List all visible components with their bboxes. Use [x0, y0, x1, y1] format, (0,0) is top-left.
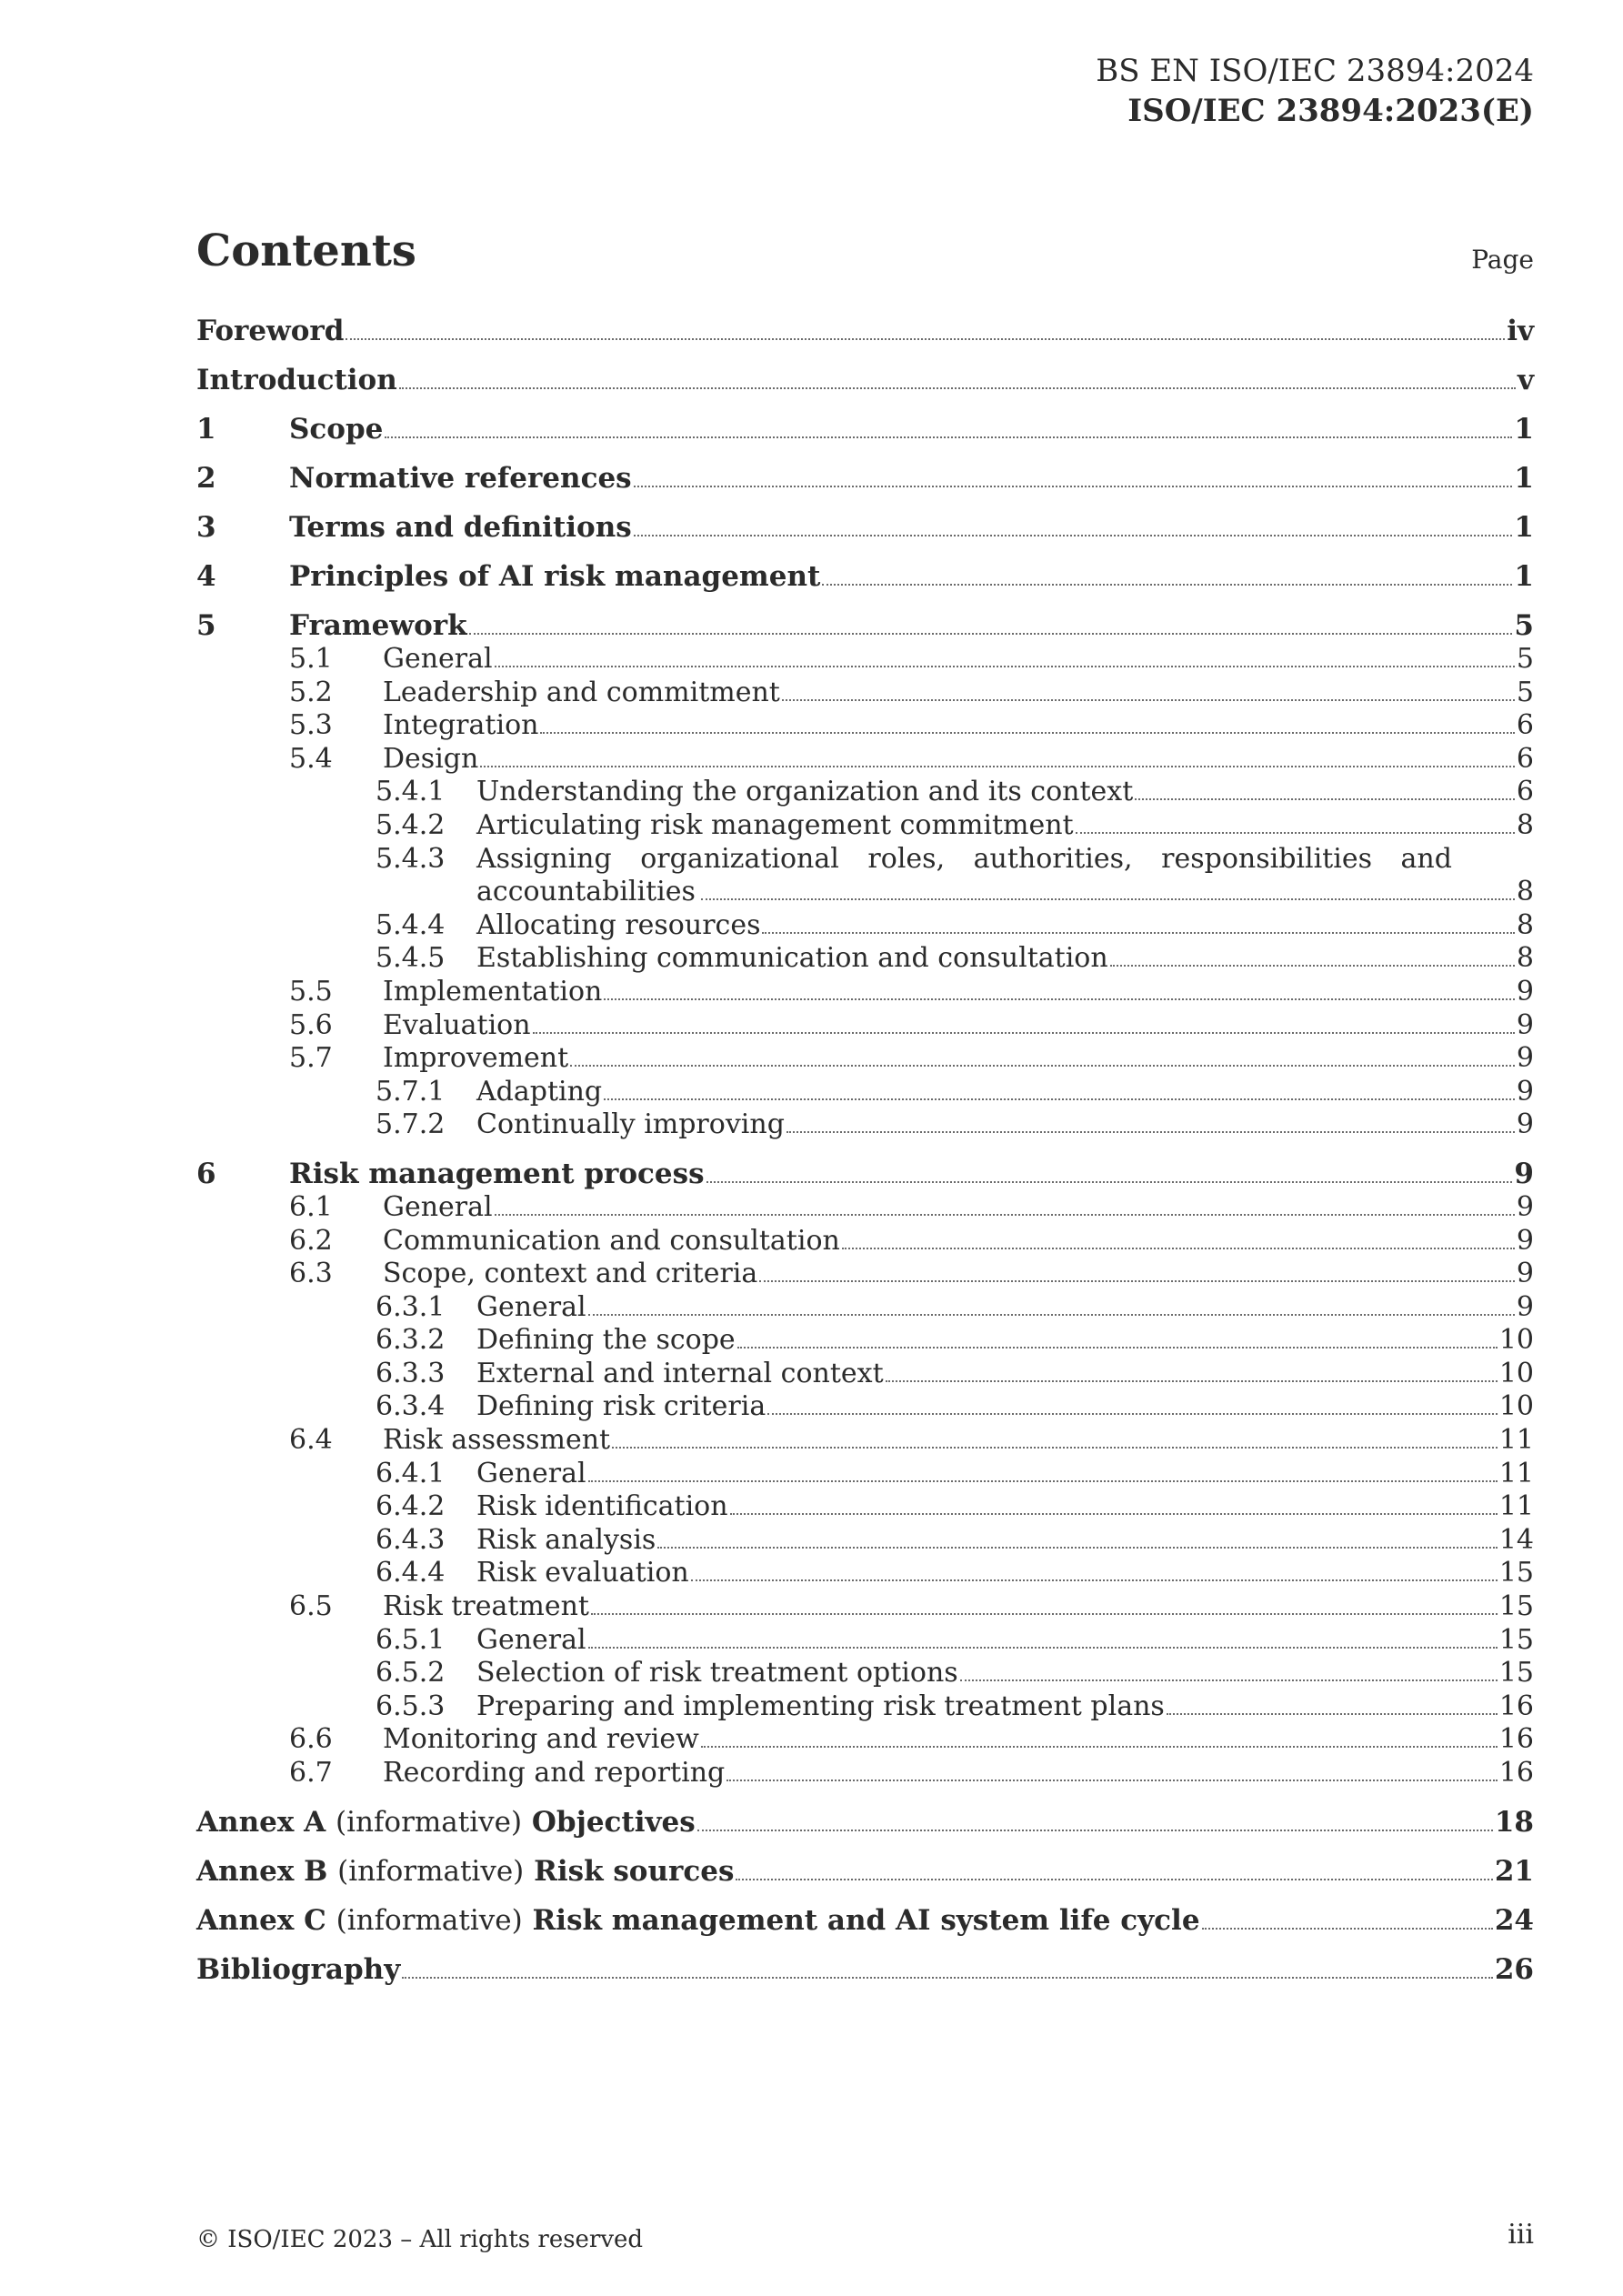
dot-leader	[588, 1647, 1498, 1649]
toc-entry-title: Allocating resources	[476, 908, 761, 941]
toc-entry-5-4[interactable]	[289, 743, 1534, 777]
dot-leader	[588, 1314, 1515, 1316]
toc-entry-number: 6.3	[289, 1258, 333, 1290]
toc-entry-page: 15	[1498, 1623, 1534, 1656]
toc-entry-page: 15	[1498, 1557, 1534, 1589]
toc-entry-number: 6.7	[289, 1757, 333, 1789]
toc-entry-title-continuation: accountabilities	[476, 876, 696, 908]
toc-entry-bibliography[interactable]	[196, 1953, 1534, 1987]
toc-entry-5-7-1[interactable]	[376, 1076, 1534, 1109]
toc-entry-number: 6.5.1	[376, 1623, 446, 1656]
toc-entry-number: 6.4.3	[376, 1523, 446, 1556]
dot-leader	[822, 584, 1512, 586]
toc-entry-title: General	[476, 1457, 586, 1489]
toc-entry-5-4-1[interactable]	[376, 776, 1534, 809]
toc-entry-annex-a[interactable]	[196, 1806, 1534, 1840]
toc-entry-1[interactable]	[196, 413, 1534, 446]
toc-entry-5-4-4[interactable]	[376, 909, 1534, 943]
toc-entry-number: 6.4.4	[376, 1557, 446, 1589]
dot-leader	[634, 535, 1513, 536]
dot-leader	[399, 387, 1516, 389]
annex-title: Risk management and AI system life cycle	[532, 1903, 1200, 1937]
dot-leader	[786, 1131, 1515, 1133]
dot-leader	[691, 1579, 1498, 1581]
toc-entry-page: 9	[1516, 975, 1534, 1008]
dot-leader	[726, 1780, 1498, 1781]
page-number: iii	[1508, 2219, 1534, 2251]
dot-leader	[591, 1613, 1498, 1615]
toc-entry-page: 9	[1516, 1258, 1534, 1290]
title-word: and	[1400, 842, 1452, 875]
copyright-notice: © ISO/IEC 2023 – All rights reserved	[196, 2226, 644, 2253]
toc-entry-title: Communication and consultation	[383, 1224, 840, 1257]
toc-entry-page: 9	[1516, 1224, 1534, 1257]
toc-entry-5-6[interactable]	[289, 1009, 1534, 1043]
toc-entry-5-1[interactable]	[289, 643, 1534, 677]
toc-entry-title: Risk management process	[289, 1157, 705, 1190]
toc-entry-6-5-3[interactable]	[376, 1690, 1534, 1724]
toc-entry-number: 6.5.2	[376, 1657, 446, 1689]
dot-leader	[730, 1513, 1498, 1515]
dot-leader	[736, 1879, 1492, 1880]
toc-entry-number: 6.6	[289, 1723, 333, 1756]
toc-entry-page: 9	[1516, 1008, 1534, 1041]
toc-entry-title	[476, 843, 1452, 877]
toc-entry-page: 16	[1498, 1757, 1534, 1789]
dot-leader	[469, 633, 1513, 635]
toc-entry-page: 5	[1514, 609, 1534, 642]
toc-entry-number: 5.7.1	[376, 1075, 446, 1108]
toc-entry-title: Risk analysis	[476, 1523, 656, 1556]
toc-entry-page: 10	[1498, 1390, 1534, 1423]
toc-entry-page: 9	[1516, 1290, 1534, 1323]
toc-entry-6-3-3[interactable]	[376, 1358, 1534, 1391]
toc-entry-title: Selection of risk treatment options	[476, 1657, 958, 1689]
toc-entry-page: 6	[1516, 742, 1534, 775]
dot-leader	[612, 1447, 1498, 1449]
toc-entry-page: 8	[1516, 908, 1534, 941]
toc-entry-page: 14	[1498, 1523, 1534, 1556]
toc-entry-title: Terms and definitions	[289, 511, 632, 544]
document-header	[1096, 51, 1534, 131]
toc-entry-6-5[interactable]	[289, 1590, 1534, 1624]
standard-designation-iso: ISO/IEC 23894:2023(E)	[1127, 93, 1534, 129]
toc-entry-page: 8	[1516, 942, 1534, 975]
toc-entry-page: 11	[1498, 1490, 1534, 1523]
toc-entry-6[interactable]	[196, 1158, 1534, 1191]
toc-entry-page: 6	[1516, 709, 1534, 742]
toc-entry-page: 10	[1498, 1324, 1534, 1357]
toc-entry-page: 1	[1514, 462, 1534, 495]
standard-designation-bs-en: BS EN ISO/IEC 23894:2024	[1096, 53, 1534, 89]
annex-title: Risk sources	[534, 1854, 735, 1888]
title-word: Assigning	[476, 842, 612, 875]
toc-entry-page: 9	[1516, 1108, 1534, 1141]
annex-note: (informative)	[335, 1805, 523, 1839]
toc-entry-page: 16	[1498, 1723, 1534, 1756]
toc-entry-number: 6.2	[289, 1224, 333, 1257]
dot-leader	[706, 1181, 1513, 1183]
toc-entry-page: 11	[1498, 1457, 1534, 1489]
toc-entry-page: 8	[1516, 876, 1534, 908]
toc-entry-page: 15	[1498, 1590, 1534, 1623]
toc-entry-6-4[interactable]	[289, 1424, 1534, 1458]
title-word: organizational	[640, 842, 839, 875]
dot-leader	[701, 898, 1515, 900]
toc-entry-title	[196, 1855, 734, 1889]
dot-leader	[1202, 1928, 1493, 1930]
toc-entry-title: Introduction	[196, 364, 397, 396]
toc-entry-title: Framework	[289, 609, 467, 642]
toc-entry-title: Preparing and implementing risk treatment plans	[476, 1689, 1165, 1722]
toc-entry-number: 1	[196, 413, 216, 446]
dot-leader	[402, 1977, 1493, 1979]
contents-title: Contents	[196, 226, 416, 276]
toc-entry-number: 5.4.3	[376, 842, 446, 875]
toc-entry-page: 18	[1494, 1805, 1534, 1839]
annex-title: Objectives	[531, 1805, 696, 1839]
toc-entry-6-3-2[interactable]	[376, 1324, 1534, 1358]
dot-leader	[782, 699, 1515, 701]
toc-entry-page: 5	[1516, 676, 1534, 708]
toc-entry-number: 5.6	[289, 1008, 333, 1041]
toc-entry-5-7-2[interactable]	[376, 1108, 1534, 1142]
toc-entry-5[interactable]	[196, 609, 1534, 643]
toc-entry-page: 1	[1514, 413, 1534, 446]
toc-entry-number: 6.1	[289, 1190, 333, 1223]
toc-entry-number: 6.4.1	[376, 1457, 446, 1489]
toc-entry-title: Scope	[289, 413, 384, 446]
toc-entry-title: Integration	[383, 709, 539, 742]
dot-leader	[960, 1679, 1498, 1681]
dot-leader	[533, 1032, 1515, 1034]
toc-entry-6-4-4[interactable]	[376, 1557, 1534, 1590]
title-word: responsibilities	[1161, 842, 1372, 875]
dot-leader	[759, 1280, 1515, 1282]
annex-note: (informative)	[336, 1903, 523, 1937]
toc-entry-title: Scope, context and criteria	[383, 1258, 758, 1290]
toc-entry-page: 26	[1494, 1952, 1534, 1986]
toc-entry-page: 11	[1498, 1424, 1534, 1457]
toc-entry-6-3-1[interactable]	[376, 1291, 1534, 1325]
toc-entry-title: Risk identification	[476, 1490, 728, 1523]
dot-leader	[762, 932, 1514, 934]
dot-leader	[570, 1065, 1515, 1067]
toc-entry-title: Establishing communication and consultation	[476, 942, 1108, 975]
toc-entry-6-3-4[interactable]	[376, 1390, 1534, 1424]
toc-entry-page: 8	[1516, 808, 1534, 841]
table-of-contents	[196, 315, 1534, 1987]
toc-entry-page: 10	[1498, 1357, 1534, 1389]
dot-leader	[604, 998, 1515, 1000]
toc-entry-number: 5.3	[289, 709, 333, 742]
toc-entry-page: iv	[1507, 315, 1534, 347]
toc-entry-5-3[interactable]	[289, 709, 1534, 743]
toc-entry-number: 3	[196, 511, 216, 544]
toc-entry-number: 5	[196, 609, 216, 642]
toc-entry-introduction[interactable]	[196, 364, 1534, 397]
title-word: roles,	[867, 842, 946, 875]
toc-entry-5-5[interactable]	[289, 976, 1534, 1009]
dot-leader	[540, 732, 1514, 734]
dot-leader	[495, 1214, 1515, 1216]
toc-entry-number: 5.4.4	[376, 908, 446, 941]
dot-leader	[346, 338, 1505, 340]
dot-leader	[385, 436, 1512, 438]
toc-entry-number: 6.5.3	[376, 1689, 446, 1722]
toc-entry-title: Articulating risk management commitment	[476, 808, 1074, 841]
toc-entry-page: v	[1517, 364, 1534, 396]
toc-entry-annex-b[interactable]	[196, 1855, 1534, 1889]
toc-entry-title: Implementation	[383, 975, 603, 1008]
toc-entry-number: 6.5	[289, 1590, 333, 1623]
toc-entry-5-2[interactable]	[289, 677, 1534, 710]
dot-leader	[701, 1746, 1498, 1748]
toc-entry-number: 6.4.2	[376, 1490, 446, 1523]
toc-entry-number: 6.3.3	[376, 1357, 446, 1389]
toc-entry-number: 5.4.5	[376, 942, 446, 975]
toc-entry-title: Leadership and commitment	[383, 676, 780, 708]
toc-entry-6-5-2[interactable]	[376, 1657, 1534, 1690]
toc-entry-page: 15	[1498, 1657, 1534, 1689]
dot-leader	[1167, 1713, 1498, 1715]
dot-leader	[737, 1347, 1498, 1349]
toc-entry-page: 9	[1516, 1075, 1534, 1108]
toc-entry-title: Risk treatment	[383, 1590, 589, 1623]
toc-entry-number: 4	[196, 560, 216, 593]
dot-leader	[588, 1480, 1498, 1482]
toc-entry-6-3[interactable]	[289, 1258, 1534, 1291]
annex-label: Annex C	[196, 1903, 326, 1937]
toc-entry-title: General	[476, 1290, 586, 1323]
toc-entry-5-4-5[interactable]	[376, 942, 1534, 976]
toc-entry-annex-c[interactable]	[196, 1904, 1534, 1938]
dot-leader	[1135, 798, 1515, 800]
dot-leader	[480, 766, 1515, 767]
toc-entry-title	[196, 1806, 696, 1840]
dot-leader	[886, 1380, 1498, 1382]
toc-entry-title: Risk evaluation	[476, 1557, 689, 1589]
toc-entry-4[interactable]	[196, 560, 1534, 594]
toc-entry-title: Defining the scope	[476, 1324, 736, 1357]
dot-leader	[1076, 832, 1515, 834]
toc-entry-number: 5.7	[289, 1042, 333, 1075]
toc-entry-number: 5.2	[289, 676, 333, 708]
dot-leader	[604, 1098, 1515, 1100]
toc-entry-number: 5.5	[289, 975, 333, 1008]
toc-entry-page: 6	[1516, 776, 1534, 808]
toc-entry-6-4-2[interactable]	[376, 1490, 1534, 1524]
toc-entry-5-4-3[interactable]	[376, 843, 1534, 909]
toc-entry-title: Defining risk criteria	[476, 1390, 766, 1423]
toc-entry-number: 2	[196, 462, 216, 495]
toc-entry-3[interactable]	[196, 511, 1534, 545]
toc-entry-title: General	[476, 1623, 586, 1656]
toc-entry-title: Risk assessment	[383, 1424, 611, 1457]
toc-entry-number: 5.1	[289, 643, 333, 675]
toc-entry-title: Recording and reporting	[383, 1757, 726, 1789]
annex-label: Annex B	[196, 1854, 328, 1888]
toc-entry-page: 9	[1514, 1157, 1534, 1190]
dot-leader	[495, 666, 1515, 667]
dot-leader	[842, 1248, 1515, 1249]
toc-entry-6-4-1[interactable]	[376, 1458, 1534, 1491]
toc-entry-page: 9	[1516, 1190, 1534, 1223]
toc-entry-number: 6.3.4	[376, 1390, 446, 1423]
toc-entry-page: 5	[1516, 643, 1534, 675]
toc-entry-6-6[interactable]	[289, 1723, 1534, 1757]
toc-entry-title: Foreword	[196, 315, 345, 347]
toc-entry-title: Adapting	[476, 1075, 603, 1108]
toc-entry-number: 6	[196, 1157, 216, 1190]
toc-entry-6-2[interactable]	[289, 1225, 1534, 1258]
toc-entry-title: External and internal context	[476, 1357, 884, 1389]
dot-leader	[634, 486, 1513, 487]
page-column-label: Page	[1471, 245, 1534, 275]
toc-entry-page: 21	[1494, 1854, 1534, 1888]
toc-entry-title: Monitoring and review	[383, 1723, 699, 1756]
toc-entry-page: 1	[1514, 511, 1534, 544]
toc-entry-6-4-3[interactable]	[376, 1524, 1534, 1558]
annex-label: Annex A	[196, 1805, 326, 1839]
toc-entry-title: Improvement	[383, 1042, 569, 1075]
toc-entry-title: Design	[383, 742, 479, 775]
dot-leader	[1110, 965, 1515, 967]
toc-entry-title: Bibliography	[196, 1952, 401, 1986]
dot-leader	[657, 1547, 1497, 1549]
toc-entry-6-7[interactable]	[289, 1757, 1534, 1790]
toc-entry-title: Evaluation	[383, 1008, 531, 1041]
toc-entry-foreword[interactable]	[196, 315, 1534, 348]
dot-leader	[767, 1413, 1498, 1415]
toc-entry-number: 5.7.2	[376, 1108, 446, 1141]
annex-note: (informative)	[337, 1854, 525, 1888]
toc-entry-5-7[interactable]	[289, 1042, 1534, 1076]
toc-entry-number: 5.4.2	[376, 808, 446, 841]
toc-entry-title: Understanding the organization and its context	[476, 776, 1134, 808]
toc-entry-title: Normative references	[289, 462, 632, 495]
toc-entry-number: 5.4	[289, 742, 333, 775]
toc-entry-6-5-1[interactable]	[376, 1624, 1534, 1658]
dot-leader	[697, 1830, 1493, 1831]
toc-entry-number: 5.4.1	[376, 776, 446, 808]
toc-entry-number: 6.3.2	[376, 1324, 446, 1357]
toc-entry-title: Principles of AI risk management	[289, 560, 821, 593]
toc-entry-number: 6.3.1	[376, 1290, 446, 1323]
toc-entry-title: General	[383, 1190, 493, 1223]
toc-entry-title	[196, 1904, 1200, 1938]
toc-entry-2[interactable]	[196, 462, 1534, 496]
toc-entry-number: 6.4	[289, 1424, 333, 1457]
toc-entry-page: 1	[1514, 560, 1534, 593]
toc-entry-5-4-2[interactable]	[376, 809, 1534, 843]
toc-entry-page: 16	[1498, 1689, 1534, 1722]
toc-entry-page: 9	[1516, 1042, 1534, 1075]
toc-entry-6-1[interactable]	[289, 1191, 1534, 1225]
toc-entry-title: Continually improving	[476, 1108, 785, 1141]
toc-entry-page: 24	[1494, 1903, 1534, 1937]
title-word: authorities,	[973, 842, 1133, 875]
toc-entry-title: General	[383, 643, 493, 675]
